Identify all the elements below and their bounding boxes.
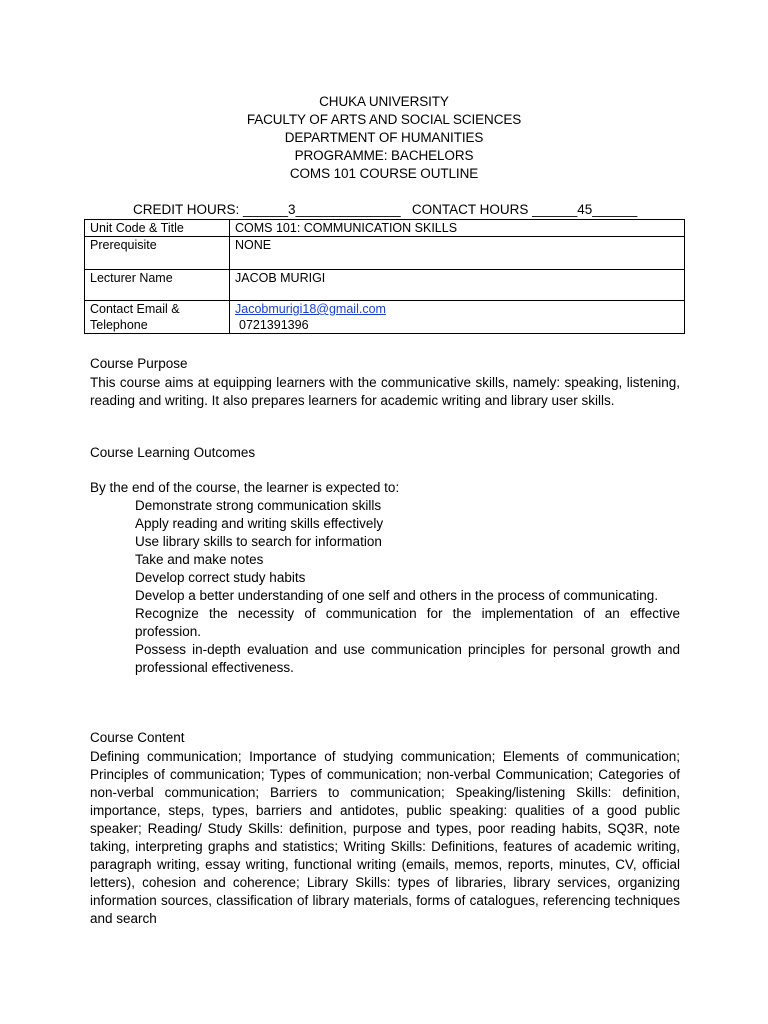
learning-outcomes-list [135, 497, 680, 677]
university-name: CHUKA UNIVERSITY [319, 94, 449, 109]
list-item: Develop correct study habits [135, 570, 306, 585]
table-row [85, 237, 685, 270]
outline-title: COMS 101 COURSE OUTLINE [289, 166, 479, 181]
faculty-name: FACULTY OF ARTS AND SOCIAL SCIENCES [246, 112, 522, 127]
table-row [85, 270, 685, 301]
learning-outcomes-heading: Course Learning Outcomes [90, 445, 256, 460]
prerequisite-value: NONE [230, 237, 685, 270]
contact-label-line1: Contact Email & [90, 302, 180, 316]
email-link[interactable]: Jacobmurigi18@gmail.com [235, 302, 386, 316]
list-item: Possess in-depth evaluation and use communication principles for personal growth and professional effectiveness. [135, 642, 680, 675]
programme-name: PROGRAMME: BACHELORS [294, 148, 474, 163]
list-item: Use library skills to search for information [135, 534, 382, 549]
course-content-text: Defining communication; Importance of studying communication; Elements of communication; Principles of communication; Types of communication; non-verbal Communication; Categories of non-verbal communication; Barriers to communication; Speaking/listening Skills: definition, importance, steps, types, barriers and antidotes, public speaking: qualities of a good public speaker; Reading/ Study Skills: definition, purpose and types, poor reading habits, SQ3R, note taking, interpreting graphs and statistics; Writing Skills: Definitions, features of academic writing, paragraph writing, essay writing, functional writing (emails, memos, reports, minutes, CV, official letters), cohesion and coherence; Library Skills: types of libraries, library services, organizing information sources, classification of library materials, forms of catalogues, referencing techniques and search [90, 749, 680, 926]
list-item: Apply reading and writing skills effectively [135, 516, 384, 531]
contact-value [230, 301, 685, 334]
prerequisite-label: Prerequisite [85, 237, 230, 270]
unit-code-label: Unit Code & Title [85, 220, 230, 237]
table-row [85, 301, 685, 334]
phone-number: 0721391396 [239, 318, 309, 332]
contact-label [85, 301, 230, 334]
course-purpose-text: This course aims at equipping learners with the communicative skills, namely: speaking, listening, reading and writing. It also prepares learners for academic writing and library user skills. [90, 375, 680, 408]
list-item: Develop a better understanding of one self and others in the process of communicating. [135, 588, 659, 603]
list-item: Demonstrate strong communication skills [135, 498, 382, 513]
learning-outcomes-intro: By the end of the course, the learner is expected to: [90, 480, 400, 495]
list-item: Recognize the necessity of communication for the implementation of an effective profession. [135, 606, 680, 639]
hours-line: CREDIT HOURS: ______3______________ CONTACT HOURS ______45______ [133, 202, 638, 217]
lecturer-label: Lecturer Name [85, 270, 230, 301]
lecturer-value: JACOB MURIGI [230, 270, 685, 301]
contact-label-line2: Telephone [90, 318, 148, 332]
course-content-heading: Course Content [90, 730, 185, 745]
course-purpose-heading: Course Purpose [90, 356, 188, 371]
table-row [85, 220, 685, 237]
department-name: DEPARTMENT OF HUMANITIES [284, 130, 484, 145]
unit-code-value: COMS 101: COMMUNICATION SKILLS [230, 220, 685, 237]
list-item: Take and make notes [135, 552, 264, 567]
course-info-table [84, 219, 685, 334]
